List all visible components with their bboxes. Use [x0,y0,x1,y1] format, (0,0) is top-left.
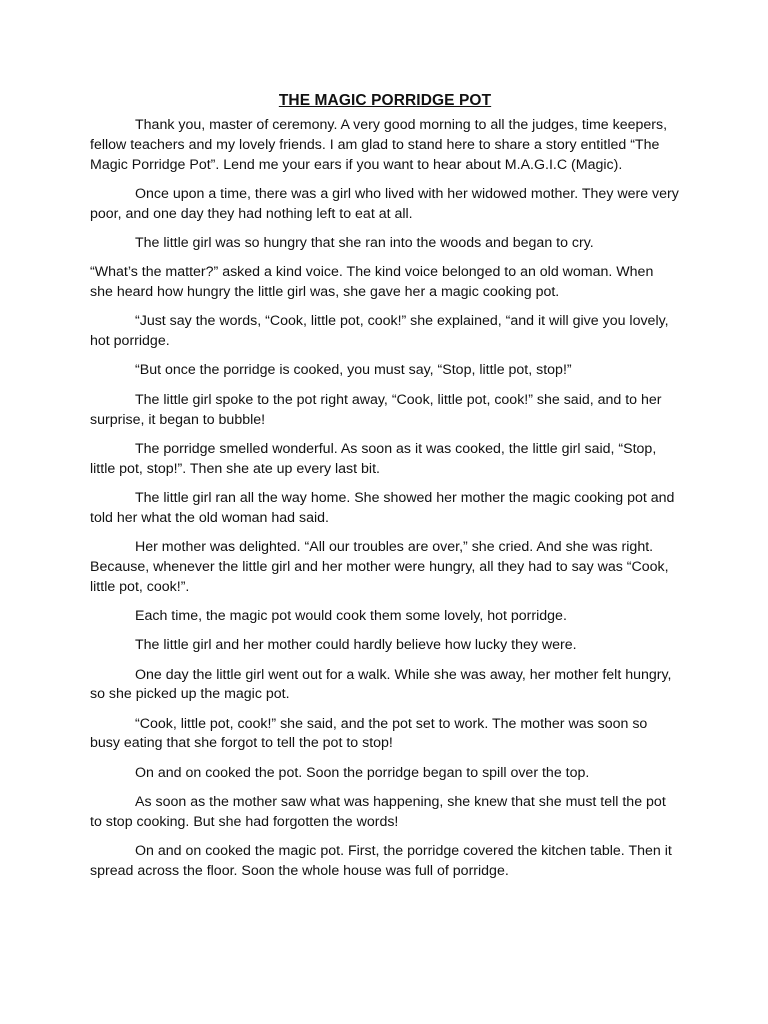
document-body [90,116,680,882]
story-paragraph: “What’s the matter?” asked a kind voice. The kind voice belonged to an old woman. When she heard how hungry the little girl was, she gave her a magic cooking pot. [90,264,654,301]
story-paragraph: On and on cooked the pot. Soon the porridge began to spill over the top. [135,764,590,781]
document-page [90,92,680,891]
story-paragraph: Each time, the magic pot would cook them some lovely, hot porridge. [135,607,567,624]
story-paragraph: On and on cooked the magic pot. First, the porridge covered the kitchen table. Then it spread across the floor. Soon the whole house was full of porridge. [90,843,672,879]
story-paragraph: “But once the porridge is cooked, you must say, “Stop, little pot, stop!” [135,362,572,379]
story-paragraph: Thank you, master of ceremony. A very good morning to all the judges, time keepers, fellow teachers and my lovely friends. I am glad to stand here to share a story entitled “The Magic Porridge Pot”. Lend me your ears if you want to hear about M.A.G.I.C (Magic). [90,117,668,173]
story-paragraph: As soon as the mother saw what was happening, she knew that she must tell the pot to stop cooking. But she had forgotten the words! [90,794,666,830]
story-paragraph: Once upon a time, there was a girl who lived with her widowed mother. They were very poor, and one day they had nothing left to eat at all. [90,185,679,222]
story-paragraph: Her mother was delighted. “All our troubles are over,” she cried. And she was right. Because, whenever the little girl and her mother were hungry, all they had to say was “Cook, little pot, cook!”. [90,539,669,595]
story-paragraph: The little girl was so hungry that she ran into the woods and began to cry. [135,234,594,251]
story-paragraph: The little girl spoke to the pot right away, “Cook, little pot, cook!” she said, and to her surprise, it began to bubble! [90,391,662,428]
story-paragraph: “Cook, little pot, cook!” she said, and the pot set to work. The mother was soon so busy eating that she forgot to tell the pot to stop! [90,715,648,752]
story-paragraph: The little girl ran all the way home. She showed her mother the magic cooking pot and told her what the old woman had said. [90,489,675,526]
story-paragraph: “Just say the words, “Cook, little pot, cook!” she explained, “and it will give you lovely, hot porridge. [90,313,669,350]
document-title: THE MAGIC PORRIDGE POT [278,92,492,109]
story-paragraph: The porridge smelled wonderful. As soon as it was cooked, the little girl said, “Stop, little pot, stop!”. Then she ate up every last bit. [90,440,657,477]
story-paragraph: One day the little girl went out for a walk. While she was away, her mother felt hungry, so she picked up the magic pot. [90,666,672,703]
story-paragraph: The little girl and her mother could hardly believe how lucky they were. [135,637,577,654]
